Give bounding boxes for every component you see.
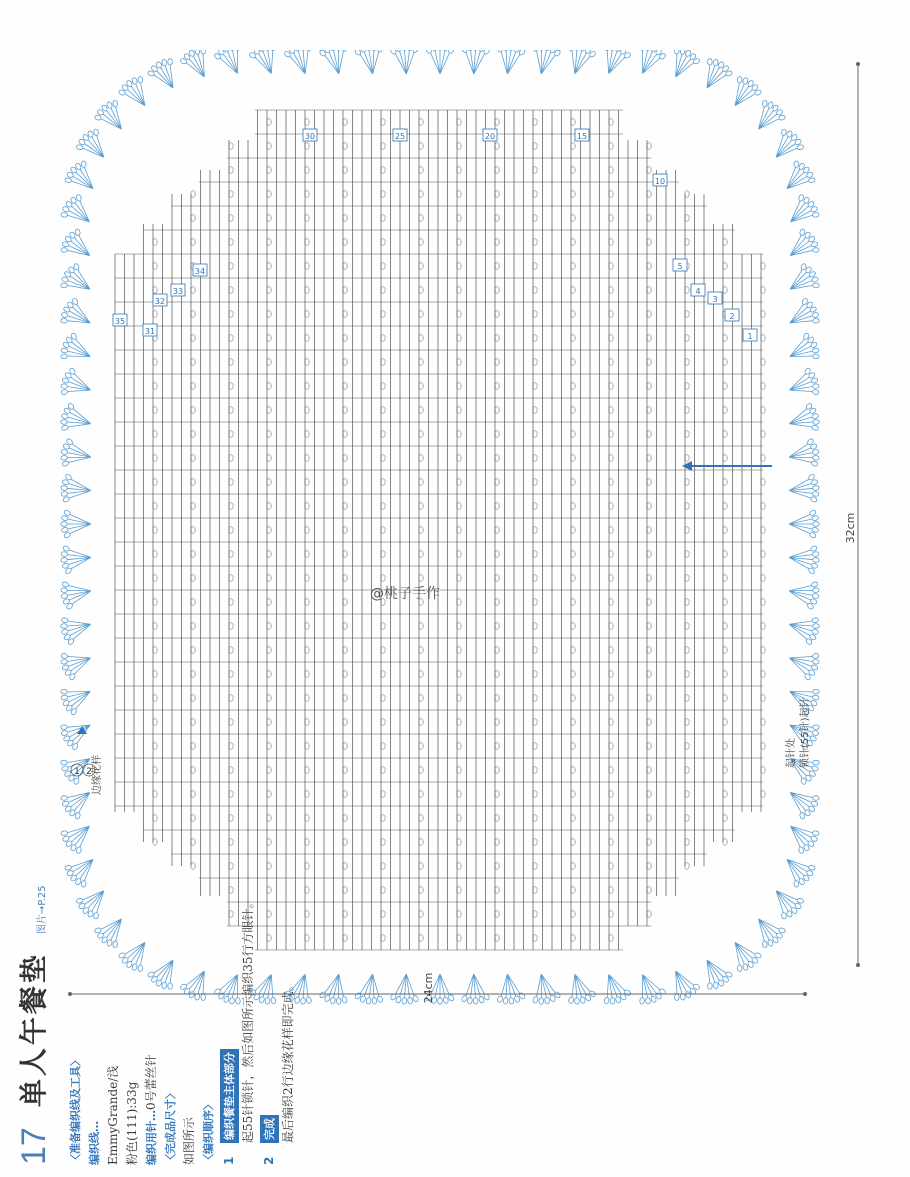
chain-start-label: 锁针(55针)起针	[800, 697, 811, 768]
row-marker	[153, 294, 167, 306]
pattern-title: 单人午餐垫	[17, 952, 50, 1108]
row-marker-label: 33	[172, 287, 184, 296]
yarn-label: 编织线…	[88, 1121, 101, 1165]
row-marker	[653, 174, 667, 186]
edging-border	[61, 50, 820, 1004]
size-heading: 〈完成品尺寸〉	[164, 1088, 177, 1165]
width-label: 24cm	[422, 972, 435, 1004]
needle-label: 编织用针…	[145, 1110, 158, 1165]
row-marker-label: 20	[484, 132, 496, 141]
row-marker	[303, 129, 317, 141]
row-marker	[171, 284, 185, 296]
pattern-number: 17	[15, 1127, 53, 1165]
crochet-chart	[60, 50, 910, 1050]
watermark: @桃子手作	[370, 586, 440, 602]
row-marker-label: 31	[144, 327, 156, 336]
row-marker-label: 2	[729, 312, 735, 321]
edge-pattern-label: 边缘花样	[92, 755, 103, 795]
row-marker	[708, 292, 722, 304]
size-value: 如图所示	[182, 1116, 196, 1165]
work-direction-arrow	[682, 461, 772, 471]
row-marker	[673, 259, 687, 271]
step-number: 1	[222, 1156, 236, 1165]
mesh-grid	[115, 110, 765, 950]
step-label: 编织餐垫主体部分	[220, 1049, 239, 1143]
edge-row-marker: 2	[86, 767, 92, 777]
row-marker	[113, 314, 127, 326]
edge-row-marker: 1	[74, 767, 80, 777]
row-marker-label: 30	[304, 132, 316, 141]
row-marker	[691, 284, 705, 296]
yarn-brand: EmmyGrande/浅	[106, 1065, 120, 1165]
order-heading: 〈编织顺序〉	[202, 1099, 215, 1165]
row-marker-label: 32	[154, 297, 166, 306]
row-marker	[143, 324, 157, 336]
row-marker	[193, 264, 207, 276]
row-marker	[743, 329, 757, 341]
row-marker	[575, 129, 589, 141]
row-marker-label: 4	[695, 287, 701, 296]
needle-value: 0号蕾丝针	[144, 1054, 158, 1110]
height-label: 32cm	[844, 512, 857, 544]
row-marker-label: 5	[677, 262, 683, 271]
step-number: 2	[262, 1156, 276, 1165]
row-marker	[725, 309, 739, 321]
row-marker-label: 1	[747, 332, 753, 341]
step-text: 起55针锁针，然后如图所示编织35行方眼针。	[241, 896, 255, 1143]
yarn-color: 粉色(111):33g	[125, 1081, 139, 1165]
start-label: 起针处	[786, 738, 797, 768]
row-markers	[113, 129, 757, 341]
row-marker-label: 25	[394, 132, 406, 141]
row-marker-label: 34	[194, 267, 206, 276]
row-marker-label: 10	[654, 177, 666, 186]
dimension-height	[844, 62, 860, 967]
row-marker	[393, 129, 407, 141]
row-marker-label: 35	[114, 317, 126, 326]
row-marker-label: 3	[712, 295, 718, 304]
row-marker	[483, 129, 497, 141]
step-text: 最后编织2行边缘花样即完成。	[281, 979, 295, 1143]
row-marker-label: 15	[576, 132, 588, 141]
pattern-header	[12, 705, 52, 1165]
page-reference: 图片→P.25	[37, 885, 48, 935]
dimension-width	[68, 973, 807, 1004]
materials-heading: 〈准备编织线及工具〉	[69, 1055, 82, 1165]
step-label: 完成	[260, 1115, 279, 1143]
